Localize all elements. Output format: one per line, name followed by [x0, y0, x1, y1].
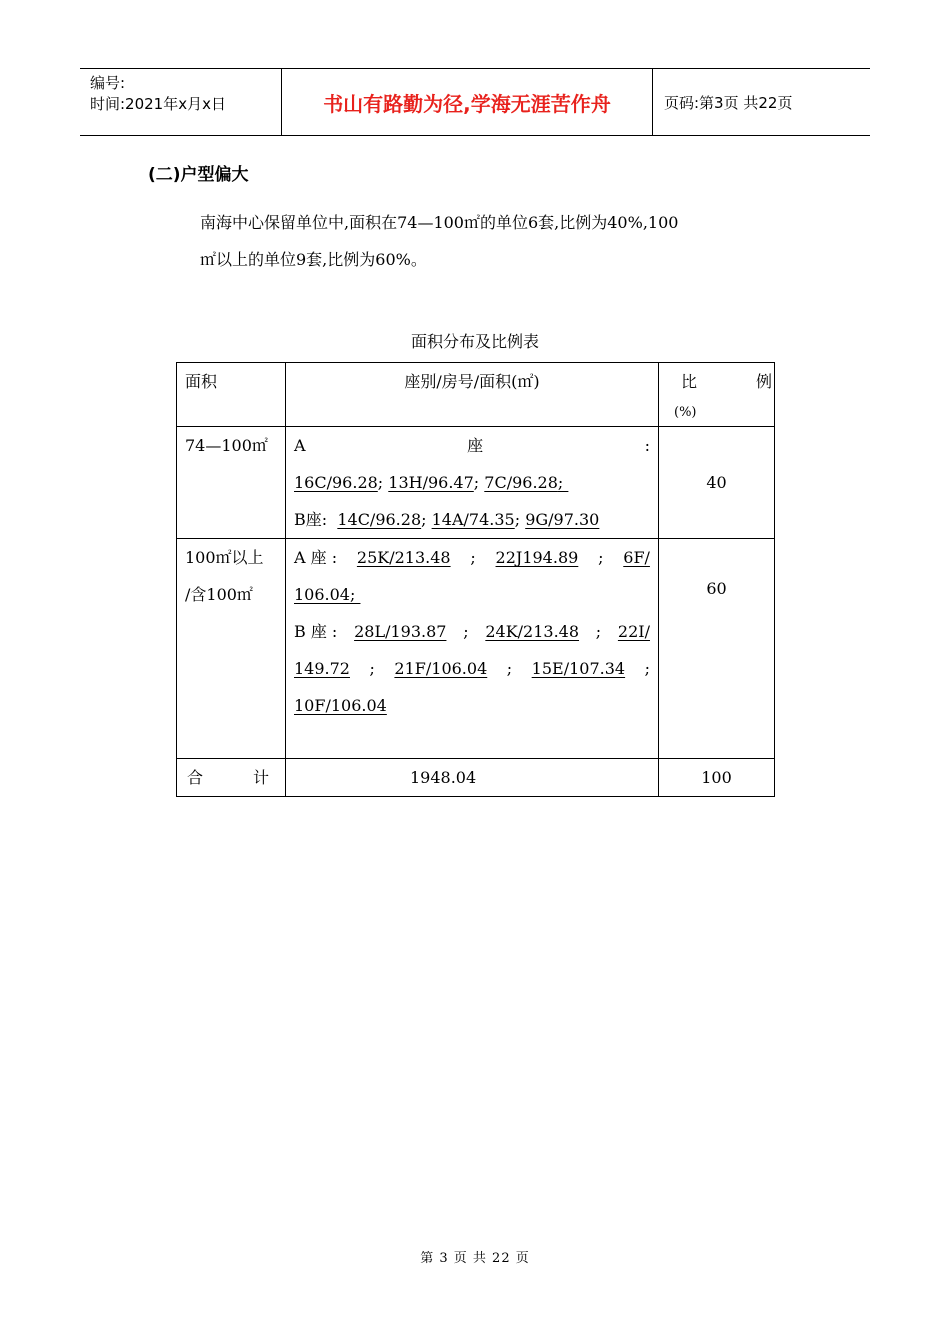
- paragraph-line-1: 南海中心保留单位中,面积在74—100㎡的单位6套,比例为40%,100: [200, 213, 679, 232]
- header-ratio: [659, 363, 775, 427]
- table-caption: 面积分布及比例表: [410, 332, 539, 351]
- row2-ratio: 60: [659, 539, 775, 759]
- paragraph-line-2: ㎡以上的单位9套,比例为60%。: [200, 250, 427, 269]
- header-ratio-b: 例: [755, 372, 772, 391]
- total-ratio: 100: [659, 759, 775, 797]
- document-date: 时间:2021年x月x日: [90, 95, 226, 113]
- section-title: (二)户型偏大: [148, 165, 249, 185]
- header-page-number: 页码:第3页 共22页: [664, 93, 793, 112]
- table-row: [177, 427, 775, 539]
- page-header: [80, 68, 870, 136]
- section-paragraph: [200, 204, 812, 278]
- row2-units: A 座 : 25K/213.48 ; 22J194.89 ; 6F/ 106.04; B 座 : 28L/193.87 ; 24K/213.48 ; 22I/ 149.72 ; 21F/106.04 ; 15E/107.34 ; 10F/106.04: [286, 539, 659, 759]
- table-total-row: [177, 759, 775, 797]
- header-ratio-unit: (%): [674, 405, 697, 420]
- total-area: 1948.04: [286, 759, 659, 797]
- header-ratio-a: 比: [681, 372, 698, 391]
- total-label: 合 计: [177, 759, 286, 797]
- row1-units: A 座 : 16C/96.28; 13H/96.47; 7C/96.28; B座: 14C/96.28; 14A/74.35; 9G/97.30: [286, 427, 659, 539]
- page-footer: 第 3 页 共 22 页: [420, 1251, 530, 1266]
- header-area: 面积: [177, 363, 286, 427]
- row1-area: 74—100㎡: [177, 427, 286, 539]
- header-motto: 书山有路勤为径,学海无涯苦作舟: [281, 69, 653, 135]
- header-meta: [80, 69, 281, 135]
- row1-ratio: 40: [659, 427, 775, 539]
- table-header-row: [177, 363, 775, 427]
- document-number: 编号:: [90, 74, 126, 92]
- table-row: [177, 539, 775, 759]
- row2-area: 100㎡以上 /含100㎡: [177, 539, 286, 759]
- header-units: 座别/房号/面积(㎡): [286, 363, 659, 427]
- area-distribution-table: [176, 362, 775, 797]
